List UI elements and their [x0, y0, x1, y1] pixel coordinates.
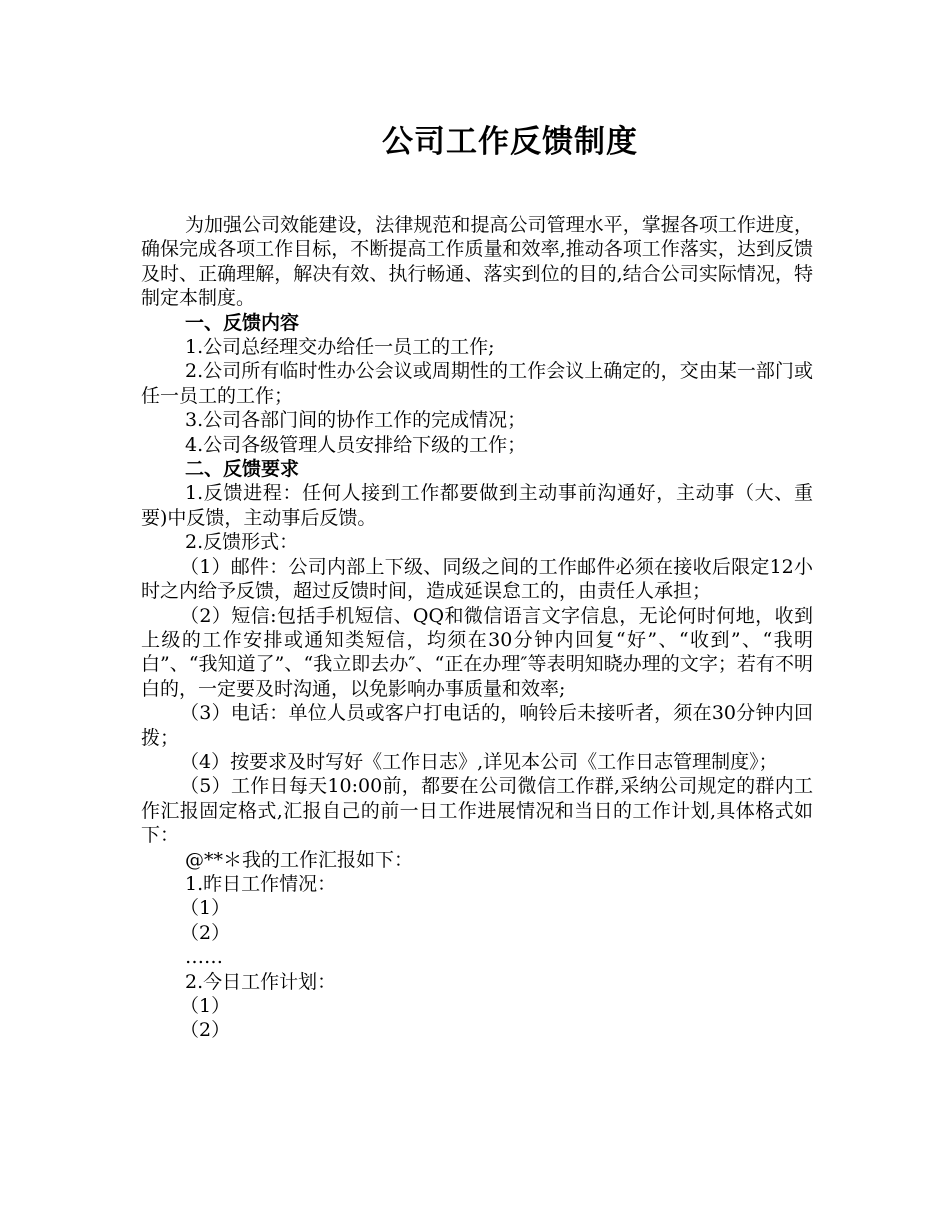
section-heading-requirements: 二、反馈要求	[185, 458, 300, 481]
report-template-item: （2）	[180, 1019, 231, 1042]
report-template-today: 2.今日工作计划：	[185, 970, 337, 993]
report-template-greeting: @**＊我的工作汇报如下：	[185, 848, 414, 871]
feedback-form-item: （5）工作日每天10:00前，都要在公司微信工作群,采纳公司规定的群内工作汇报固定格式,汇报自己的前一日工作进展情况和当日的工作计划,具体格式如下：	[141, 775, 813, 847]
report-template-yesterday: 1.昨日工作情况：	[185, 872, 337, 895]
intro-paragraph: 为加强公司效能建设，法律规范和提高公司管理水平，掌握各项工作进度，确保完成各项工作目标，不断提高工作质量和效率,推动各项工作落实，达到反馈及时、正确理解，解决有效、执行畅通、落实到位的目的,结合公司实际情况，特制定本制度。	[141, 214, 813, 310]
report-template-item: （1）	[180, 995, 231, 1017]
feedback-form-item: （2）短信:包括手机短信、QQ和微信语言文字信息，无论何时何地，收到上级的工作安排或通知类短信，均须在30分钟内回复“好”、“收到”、“我明白”、“我知道了”、“我立即去办″、“正在办理″等表明知晓办理的文字；若有不明白的，一定要及时沟通，以免影响办事质量和效率;	[141, 604, 813, 700]
document-body	[141, 213, 813, 1043]
feedback-form-item: （3）电话：单位人员或客户打电话的，响铃后未接听者，须在30分钟内回拨；	[141, 702, 813, 749]
document-title: 公司工作反馈制度	[382, 124, 638, 160]
section-heading-content: 一、反馈内容	[185, 311, 300, 334]
content-item: 3.公司各部门间的协作工作的完成情况；	[185, 409, 527, 432]
requirement-item: 2.反馈形式：	[185, 531, 299, 554]
feedback-form-item: （4）按要求及时写好《工作日志》,详见本公司《工作日志管理制度》；	[180, 750, 778, 773]
report-template-ellipsis: ……	[185, 946, 223, 969]
content-item: 4.公司各级管理人员安排给下级的工作；	[185, 433, 527, 456]
feedback-form-item: （1）邮件：公司内部上下级、同级之间的工作邮件必须在接收后限定12小时之内给予反馈，超过反馈时间，造成延误怠工的，由责任人承担；	[141, 555, 813, 603]
report-template-item: （1）	[180, 897, 231, 920]
content-item: 2.公司所有临时性办公会议或周期性的工作会议上确定的，交由某一部门或任一员工的工作；	[141, 360, 813, 407]
requirement-item: 1.反馈进程：任何人接到工作都要做到主动事前沟通好，主动事（大、重要)中反馈，主动事后反馈。	[141, 482, 813, 529]
report-template-item: （2）	[180, 921, 231, 944]
content-item: 1.公司总经理交办给任一员工的工作;	[185, 336, 495, 359]
